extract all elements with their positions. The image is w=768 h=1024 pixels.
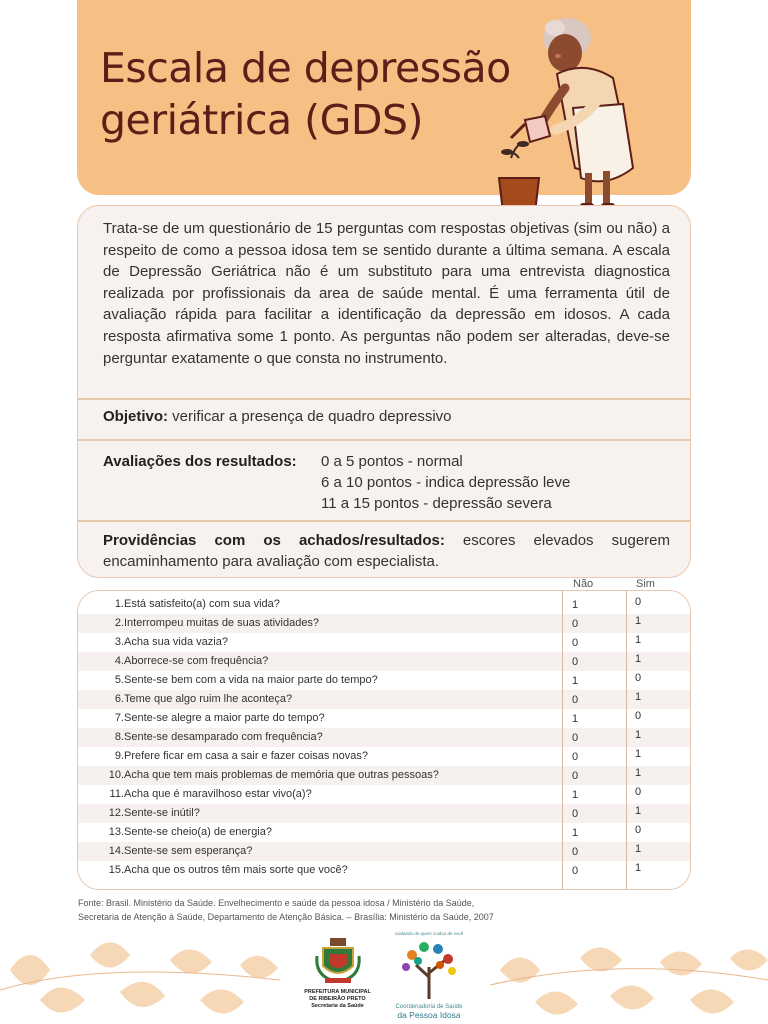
score-nao: 1 <box>572 599 579 611</box>
question-number: 10. <box>108 769 124 781</box>
question-number: 13. <box>108 826 124 838</box>
idosa-line-1: Coordenadoria de Saúde <box>395 1004 463 1010</box>
score-nao: 0 <box>572 656 579 668</box>
question-text <box>106 845 252 857</box>
actions-text: escores elevados sugerem encaminhamento para avaliação com especialista. <box>103 532 670 570</box>
results-label-row <box>103 451 297 472</box>
table-row <box>78 804 690 823</box>
prefeitura-line-1: PREFEITURA MUNICIPAL <box>304 989 371 995</box>
question-label: Sente-se bem com a vida na maior parte do tempo? <box>124 674 378 686</box>
score-sim: 0 <box>635 596 642 608</box>
question-number: 12. <box>108 807 124 819</box>
prefeitura-logo <box>290 936 385 1021</box>
question-label: Sente-se desamparado com frequência? <box>124 731 323 743</box>
question-label: Acha que tem mais problemas de memória que outras pessoas? <box>124 769 439 781</box>
question-text <box>106 674 378 686</box>
table-row <box>78 690 690 709</box>
question-text <box>106 617 319 629</box>
question-number: 15. <box>108 864 124 876</box>
question-text <box>106 750 368 762</box>
question-label: Sente-se cheio(a) de energia? <box>124 826 272 838</box>
objective-text: verificar a presença de quadro depressivo <box>168 408 452 425</box>
question-label: Teme que algo ruim lhe aconteça? <box>124 693 293 705</box>
table-row <box>78 709 690 728</box>
score-sim: 1 <box>635 767 642 779</box>
score-nao: 0 <box>572 808 579 820</box>
question-text <box>106 807 200 819</box>
tree-icon <box>394 937 464 999</box>
question-label: Interrompeu muitas de suas atividades? <box>124 617 320 629</box>
question-text <box>106 712 325 724</box>
question-text <box>106 636 228 648</box>
score-sim: 1 <box>635 805 642 817</box>
source-line-2: Secretaria de Atenção à Saúde, Departamento de Atenção Básica. – Brasília: Ministério da Saúde, 2007 <box>78 912 494 922</box>
question-number: 5. <box>114 674 124 686</box>
table-row <box>78 785 690 804</box>
objective-row <box>103 406 452 427</box>
score-sim: 1 <box>635 615 642 627</box>
actions-label: Providências com os achados/resultados: <box>103 532 445 549</box>
table-row <box>78 652 690 671</box>
results-range: 0 a 5 pontos - normal <box>321 453 463 470</box>
results-label: Avaliações dos resultados: <box>103 453 297 470</box>
score-sim: 1 <box>635 748 642 760</box>
divider <box>78 398 690 400</box>
question-number: 3. <box>114 636 124 648</box>
question-text <box>106 731 323 743</box>
score-sim: 0 <box>635 824 642 836</box>
question-number: 1. <box>114 598 124 610</box>
prefeitura-line-3: Secretaria da Saúde <box>311 1003 364 1009</box>
page-title <box>100 42 520 146</box>
questions-table <box>77 590 691 890</box>
prefeitura-line-2: DE RIBEIRÃO PRETO <box>309 996 366 1002</box>
column-header-nao: Não <box>573 578 594 590</box>
question-text <box>106 655 268 667</box>
question-number: 8. <box>114 731 124 743</box>
results-range: 11 a 15 pontos - depressão severa <box>321 495 552 512</box>
question-text <box>106 769 439 781</box>
score-sim: 1 <box>635 862 642 874</box>
info-card <box>77 205 691 578</box>
question-number: 7. <box>114 712 124 724</box>
table-row <box>78 766 690 785</box>
objective-label: Objetivo: <box>103 408 169 425</box>
score-nao: 1 <box>572 675 579 687</box>
question-number: 2. <box>114 617 124 629</box>
score-sim: 1 <box>635 634 642 646</box>
coordenadoria-logo <box>388 930 470 1024</box>
table-row <box>78 633 690 652</box>
table-row <box>78 671 690 690</box>
table-row <box>78 842 690 861</box>
score-nao: 0 <box>572 751 579 763</box>
question-label: Acha que os outros têm mais sorte que você? <box>124 864 348 876</box>
column-header-sim: Sim <box>636 578 655 590</box>
score-sim: 1 <box>635 729 642 741</box>
elderly-woman-watering-plant-illustration <box>495 8 655 218</box>
table-row <box>78 747 690 766</box>
question-text <box>106 864 348 876</box>
question-number: 11. <box>109 788 124 800</box>
title-line-2: geriátrica (GDS) <box>100 96 424 144</box>
question-text <box>106 788 312 800</box>
question-label: Sente-se sem esperança? <box>124 845 253 857</box>
table-row <box>78 728 690 747</box>
divider <box>78 439 690 441</box>
source-line-1: Fonte: Brasil. Ministério da Saúde. Envelhecimento e saúde da pessoa idosa / Ministério da Saúde, <box>78 898 475 908</box>
score-nao: 0 <box>572 637 579 649</box>
question-label: Acha que é maravilhoso estar vivo(a)? <box>124 788 312 800</box>
question-text <box>106 693 292 705</box>
question-number: 6. <box>114 693 124 705</box>
score-sim: 1 <box>635 843 642 855</box>
score-sim: 1 <box>635 653 642 665</box>
coat-of-arms-icon <box>313 936 363 984</box>
question-text <box>106 826 272 838</box>
results-range: 6 a 10 pontos - indica depressão leve <box>321 474 571 491</box>
table-row <box>78 614 690 633</box>
idosa-tagline: cuidando de quem cuidou de você <box>394 931 464 936</box>
score-nao: 0 <box>572 732 579 744</box>
intro-paragraph: Trata-se de um questionário de 15 perguntas com respostas objetivas (sim ou não) a respeito de como a pessoa idosa tem se sentido durante a última semana. A escala de Depressão Geriátrica não é um substituto para uma entrevista diagnostica realizada por profissionais da area de saúde mental. É uma ferramenta útil de avaliação rápida para facilitar a identificação da depressão em idosos. A cada resposta afirmativa some 1 ponto. As perguntas não podem ser alteradas, deve-se perguntar exatamente o que consta no instrumento. <box>103 220 670 367</box>
actions-row <box>103 530 670 572</box>
question-label: Aborrece-se com frequência? <box>124 655 269 667</box>
question-label: Sente-se inútil? <box>124 807 200 819</box>
score-sim: 0 <box>635 786 642 798</box>
score-nao: 0 <box>572 770 579 782</box>
score-nao: 0 <box>572 618 579 630</box>
title-line-1: Escala de depressão <box>100 44 511 92</box>
question-text <box>106 598 280 610</box>
score-nao: 0 <box>572 846 579 858</box>
score-nao: 0 <box>572 865 579 877</box>
question-number: 4. <box>114 655 124 667</box>
table-row <box>78 861 690 880</box>
score-nao: 0 <box>572 694 579 706</box>
column-divider <box>562 591 563 889</box>
score-nao: 1 <box>572 789 579 801</box>
question-label: Sente-se alegre a maior parte do tempo? <box>124 712 325 724</box>
score-sim: 1 <box>635 691 642 703</box>
table-row <box>78 595 690 614</box>
column-divider <box>626 591 627 889</box>
question-label: Acha sua vida vazia? <box>124 636 228 648</box>
question-label: Prefere ficar em casa a sair e fazer coisas novas? <box>124 750 368 762</box>
score-sim: 0 <box>635 672 642 684</box>
score-nao: 1 <box>572 713 579 725</box>
divider <box>78 520 690 522</box>
question-number: 9. <box>114 750 124 762</box>
source-citation <box>78 896 698 924</box>
score-sim: 0 <box>635 710 642 722</box>
table-row <box>78 823 690 842</box>
question-label: Está satisfeito(a) com sua vida? <box>124 598 280 610</box>
score-nao: 1 <box>572 827 579 839</box>
idosa-line-2: da Pessoa Idosa <box>397 1010 461 1020</box>
question-number: 14. <box>108 845 124 857</box>
results-ranges <box>321 451 570 514</box>
